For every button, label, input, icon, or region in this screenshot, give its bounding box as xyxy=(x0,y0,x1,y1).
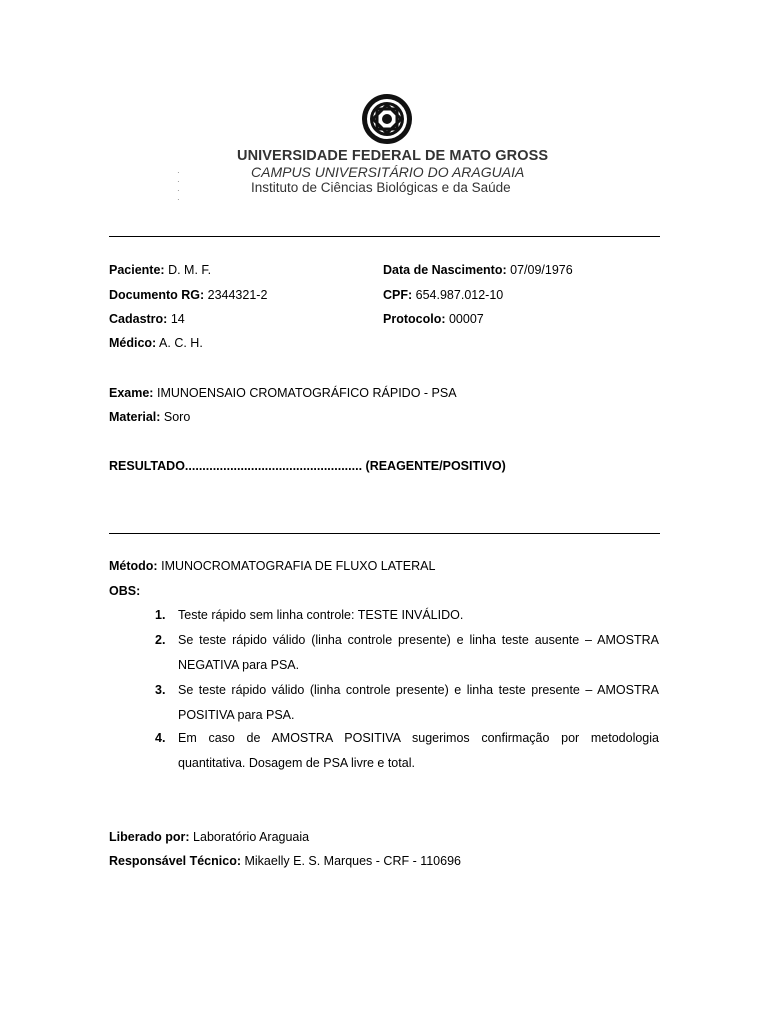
responsavel-label: Responsável Técnico: xyxy=(109,854,241,868)
obs-item-number: 2. xyxy=(155,633,166,647)
exame-label: Exame: xyxy=(109,386,154,400)
result-divider xyxy=(109,533,660,534)
liberado-row xyxy=(109,829,309,845)
material-row xyxy=(109,409,190,425)
responsavel-row xyxy=(109,853,461,869)
resultado-value: (REAGENTE/POSITIVO) xyxy=(365,459,506,473)
cpf-value: 654.987.012-10 xyxy=(415,288,504,302)
resultado-dots: ................................................... xyxy=(184,459,363,473)
obs-label: OBS: xyxy=(109,584,141,598)
protocolo-label: Protocolo: xyxy=(383,312,446,326)
cpf-label: CPF: xyxy=(383,288,413,302)
cpf-row xyxy=(383,287,503,303)
exame-row xyxy=(109,385,457,401)
medico-label: Médico: xyxy=(109,336,157,350)
header-divider xyxy=(109,236,660,237)
obs-item-number: 4. xyxy=(155,731,166,745)
metodo-label: Método: xyxy=(109,559,158,573)
margin-marks: · · · · xyxy=(177,168,180,204)
protocolo-row xyxy=(383,311,484,327)
material-label: Material: xyxy=(109,410,161,424)
patient-name-label: Paciente: xyxy=(109,263,165,277)
metodo-row xyxy=(109,558,435,574)
resultado-row xyxy=(109,458,506,474)
birth-date-row xyxy=(383,262,573,278)
institute-name: Instituto de Ciências Biológicas e da Saúde xyxy=(251,180,511,195)
responsavel-value: Mikaelly E. S. Marques - CRF - 110696 xyxy=(244,854,461,868)
rg-row xyxy=(109,287,267,303)
university-seal-icon xyxy=(360,92,414,146)
protocolo-value: 00007 xyxy=(448,312,484,326)
cadastro-row xyxy=(109,311,185,327)
birth-date-label: Data de Nascimento: xyxy=(383,263,507,277)
university-name: UNIVERSIDADE FEDERAL DE MATO GROSS xyxy=(237,148,549,164)
birth-date-value: 07/09/1976 xyxy=(510,263,573,277)
liberado-value: Laboratório Araguaia xyxy=(193,830,310,844)
medico-value: A. C. H. xyxy=(159,336,203,350)
metodo-value: IMUNOCROMATOGRAFIA DE FLUXO LATERAL xyxy=(161,559,436,573)
liberado-label: Liberado por: xyxy=(109,830,190,844)
obs-item-text: Em caso de AMOSTRA POSITIVA sugerimos confirmação por metodologia quantitativa. Dosagem de PSA livre e total. xyxy=(178,731,659,770)
campus-name: CAMPUS UNIVERSITÁRIO DO ARAGUAIA xyxy=(251,164,525,180)
obs-item-text: Teste rápido sem linha controle: TESTE INVÁLIDO. xyxy=(178,608,464,622)
patient-name-value: D. M. F. xyxy=(168,263,212,277)
rg-value: 2344321-2 xyxy=(207,288,268,302)
obs-item-text: Se teste rápido válido (linha controle presente) e linha teste ausente – AMOSTRA NEGATIVA para PSA. xyxy=(178,633,659,672)
obs-item-number: 1. xyxy=(155,608,166,622)
rg-label: Documento RG: xyxy=(109,288,205,302)
exame-value: IMUNOENSAIO CROMATOGRÁFICO RÁPIDO - PSA xyxy=(156,386,457,400)
resultado-label: RESULTADO xyxy=(109,459,185,473)
material-value: Soro xyxy=(163,410,191,424)
cadastro-value: 14 xyxy=(170,312,185,326)
obs-item-text: Se teste rápido válido (linha controle presente) e linha teste presente – AMOSTRA POSITIVA para PSA. xyxy=(178,683,659,722)
obs-item-number: 3. xyxy=(155,683,166,697)
cadastro-label: Cadastro: xyxy=(109,312,168,326)
patient-name-row xyxy=(109,262,211,278)
medico-row xyxy=(109,335,203,351)
